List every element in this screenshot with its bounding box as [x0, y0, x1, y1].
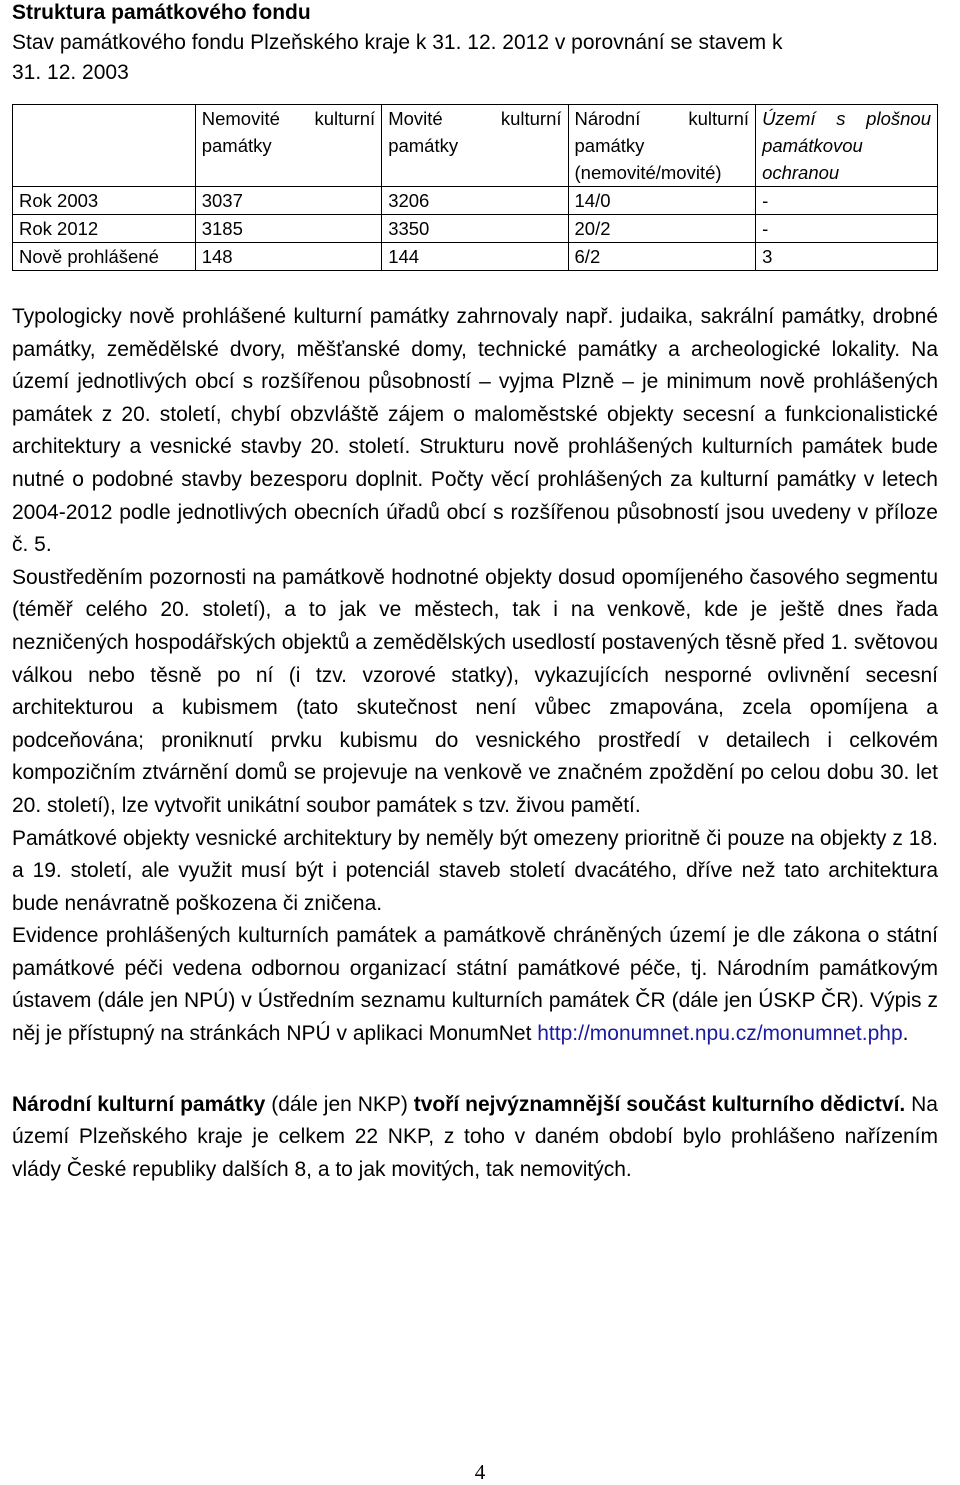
table-cell: Rok 2012	[13, 215, 196, 243]
nkp-text: Na území Plzeňského kraje je celkem 22 NKP, z toho v daném období bylo prohlášeno nařízením vlády České republiky dalších 8, a to jak movitých, tak nemovitých.	[12, 1092, 938, 1181]
evidence-paragraph	[12, 920, 938, 1050]
table-cell: Nově prohlášené	[13, 243, 196, 271]
monument-stats-table	[12, 104, 938, 271]
table-cell: 3	[756, 243, 938, 271]
nkp-text: (dále jen NKP)	[265, 1092, 414, 1116]
table-header-cell: Nemovité kulturní památky	[195, 105, 381, 187]
table-header-row	[13, 105, 938, 187]
nkp-bold-phrase: tvoří nejvýznamnější součást kulturního dědictví.	[413, 1092, 906, 1116]
section-subheading: Stav památkového fondu Plzeňského kraje k 31. 12. 2012 v porovnání se stavem k 31. 12. 2003	[12, 31, 783, 84]
paragraph: Památkové objekty vesnické architektury by neměly být omezeny prioritně či pouze na objekty z 18. a 19. století, ale využit musí být i potenciál staveb století dvacátého, dříve než tato architektura bude nenávratně poškozena či zničena.	[12, 826, 938, 915]
nkp-section	[12, 1089, 938, 1187]
monumnet-link[interactable]: http://monumnet.npu.cz/monumnet.php	[537, 1022, 903, 1046]
table-header-cell: Území s plošnou památkovou ochranou	[756, 105, 938, 187]
table-cell: 3350	[382, 215, 568, 243]
table-row	[13, 215, 938, 243]
paragraph: Typologicky nově prohlášené kulturní památky zahrnovaly např. judaika, sakrální památky, drobné památky, zemědělské dvory, měšťanské domy, technické památky a archeologické lokality. Na území jednotlivých obcí s rozšířenou působností – vyjma Plzně – je minimum nově prohlášených památek z 20. století, chybí obzvláště zájem o maloměstské objekty secesní a funkcionalistické architektury a vesnické stavby 20. století. Strukturu nově prohlášených kulturních památek bude nutné o podobné stavby bezesporu doplnit. Počty věcí prohlášených za kulturní památky v letech 2004-2012 podle jednotlivých obecních úřadů obcí s rozšířenou působností jsou uvedeny v příloze č. 5.	[12, 305, 938, 557]
table-header-cell	[13, 105, 196, 187]
evidence-text: Evidence prohlášených kulturních památek a památkově chráněných území je dle zákona o státní památkové péči vedena odbornou organizací státní památkové péče, tj. Národním památkovým ústavem (dále jen NPÚ) v Ústředním seznamu kulturních památek ČR (dále jen ÚSKP ČR). Výpis z něj je přístupný na stránkách NPÚ v aplikaci MonumNet	[12, 924, 938, 1046]
nkp-paragraph	[12, 1089, 938, 1187]
nkp-bold-term: Národní kulturní památky	[12, 1092, 266, 1116]
evidence-end: .	[902, 1022, 909, 1046]
body-text	[12, 301, 938, 1051]
page-number: 4	[474, 1460, 486, 1484]
table-cell: -	[756, 187, 938, 215]
table-cell: 14/0	[568, 187, 756, 215]
table-cell: 6/2	[568, 243, 756, 271]
table-header-cell: Movité kulturní památky	[382, 105, 568, 187]
table-cell: -	[756, 215, 938, 243]
section-heading: Struktura památkového fondu	[12, 1, 311, 24]
table-row	[13, 187, 938, 215]
table-header-cell: Národní kulturní památky (nemovité/movité)	[568, 105, 756, 187]
table-cell: 144	[382, 243, 568, 271]
document-page	[12, 0, 938, 1186]
table-cell: 3206	[382, 187, 568, 215]
table-row	[13, 243, 938, 271]
table-cell: 3185	[195, 215, 381, 243]
table-cell: 20/2	[568, 215, 756, 243]
paragraph: Soustředěním pozornosti na památkově hodnotné objekty dosud opomíjeného časového segmentu (téměř celého 20. století), a to jak ve městech, tak i na venkově, kde je ještě dnes řada nezničených hospodářských objektů a zemědělských usedlostí postavených těsně před 1. světovou válkou nebo těsně po ní (i tzv. vzorové statky), vykazujících nesporné ovlivnění secesní architekturou a kubismem (tato skutečnost není vůbec zmapována, zcela opomíjena a podceňována; proniknutí prvku kubismu do vesnického prostředí v detailech i celkovém kompozičním ztvárnění domů se projevuje na venkově ve značném zpoždění po celou dobu 30. let 20. století), lze vytvořit unikátní soubor památek s tzv. živou pamětí.	[12, 565, 938, 817]
table-cell: 148	[195, 243, 381, 271]
table-cell: 3037	[195, 187, 381, 215]
table-cell: Rok 2003	[13, 187, 196, 215]
